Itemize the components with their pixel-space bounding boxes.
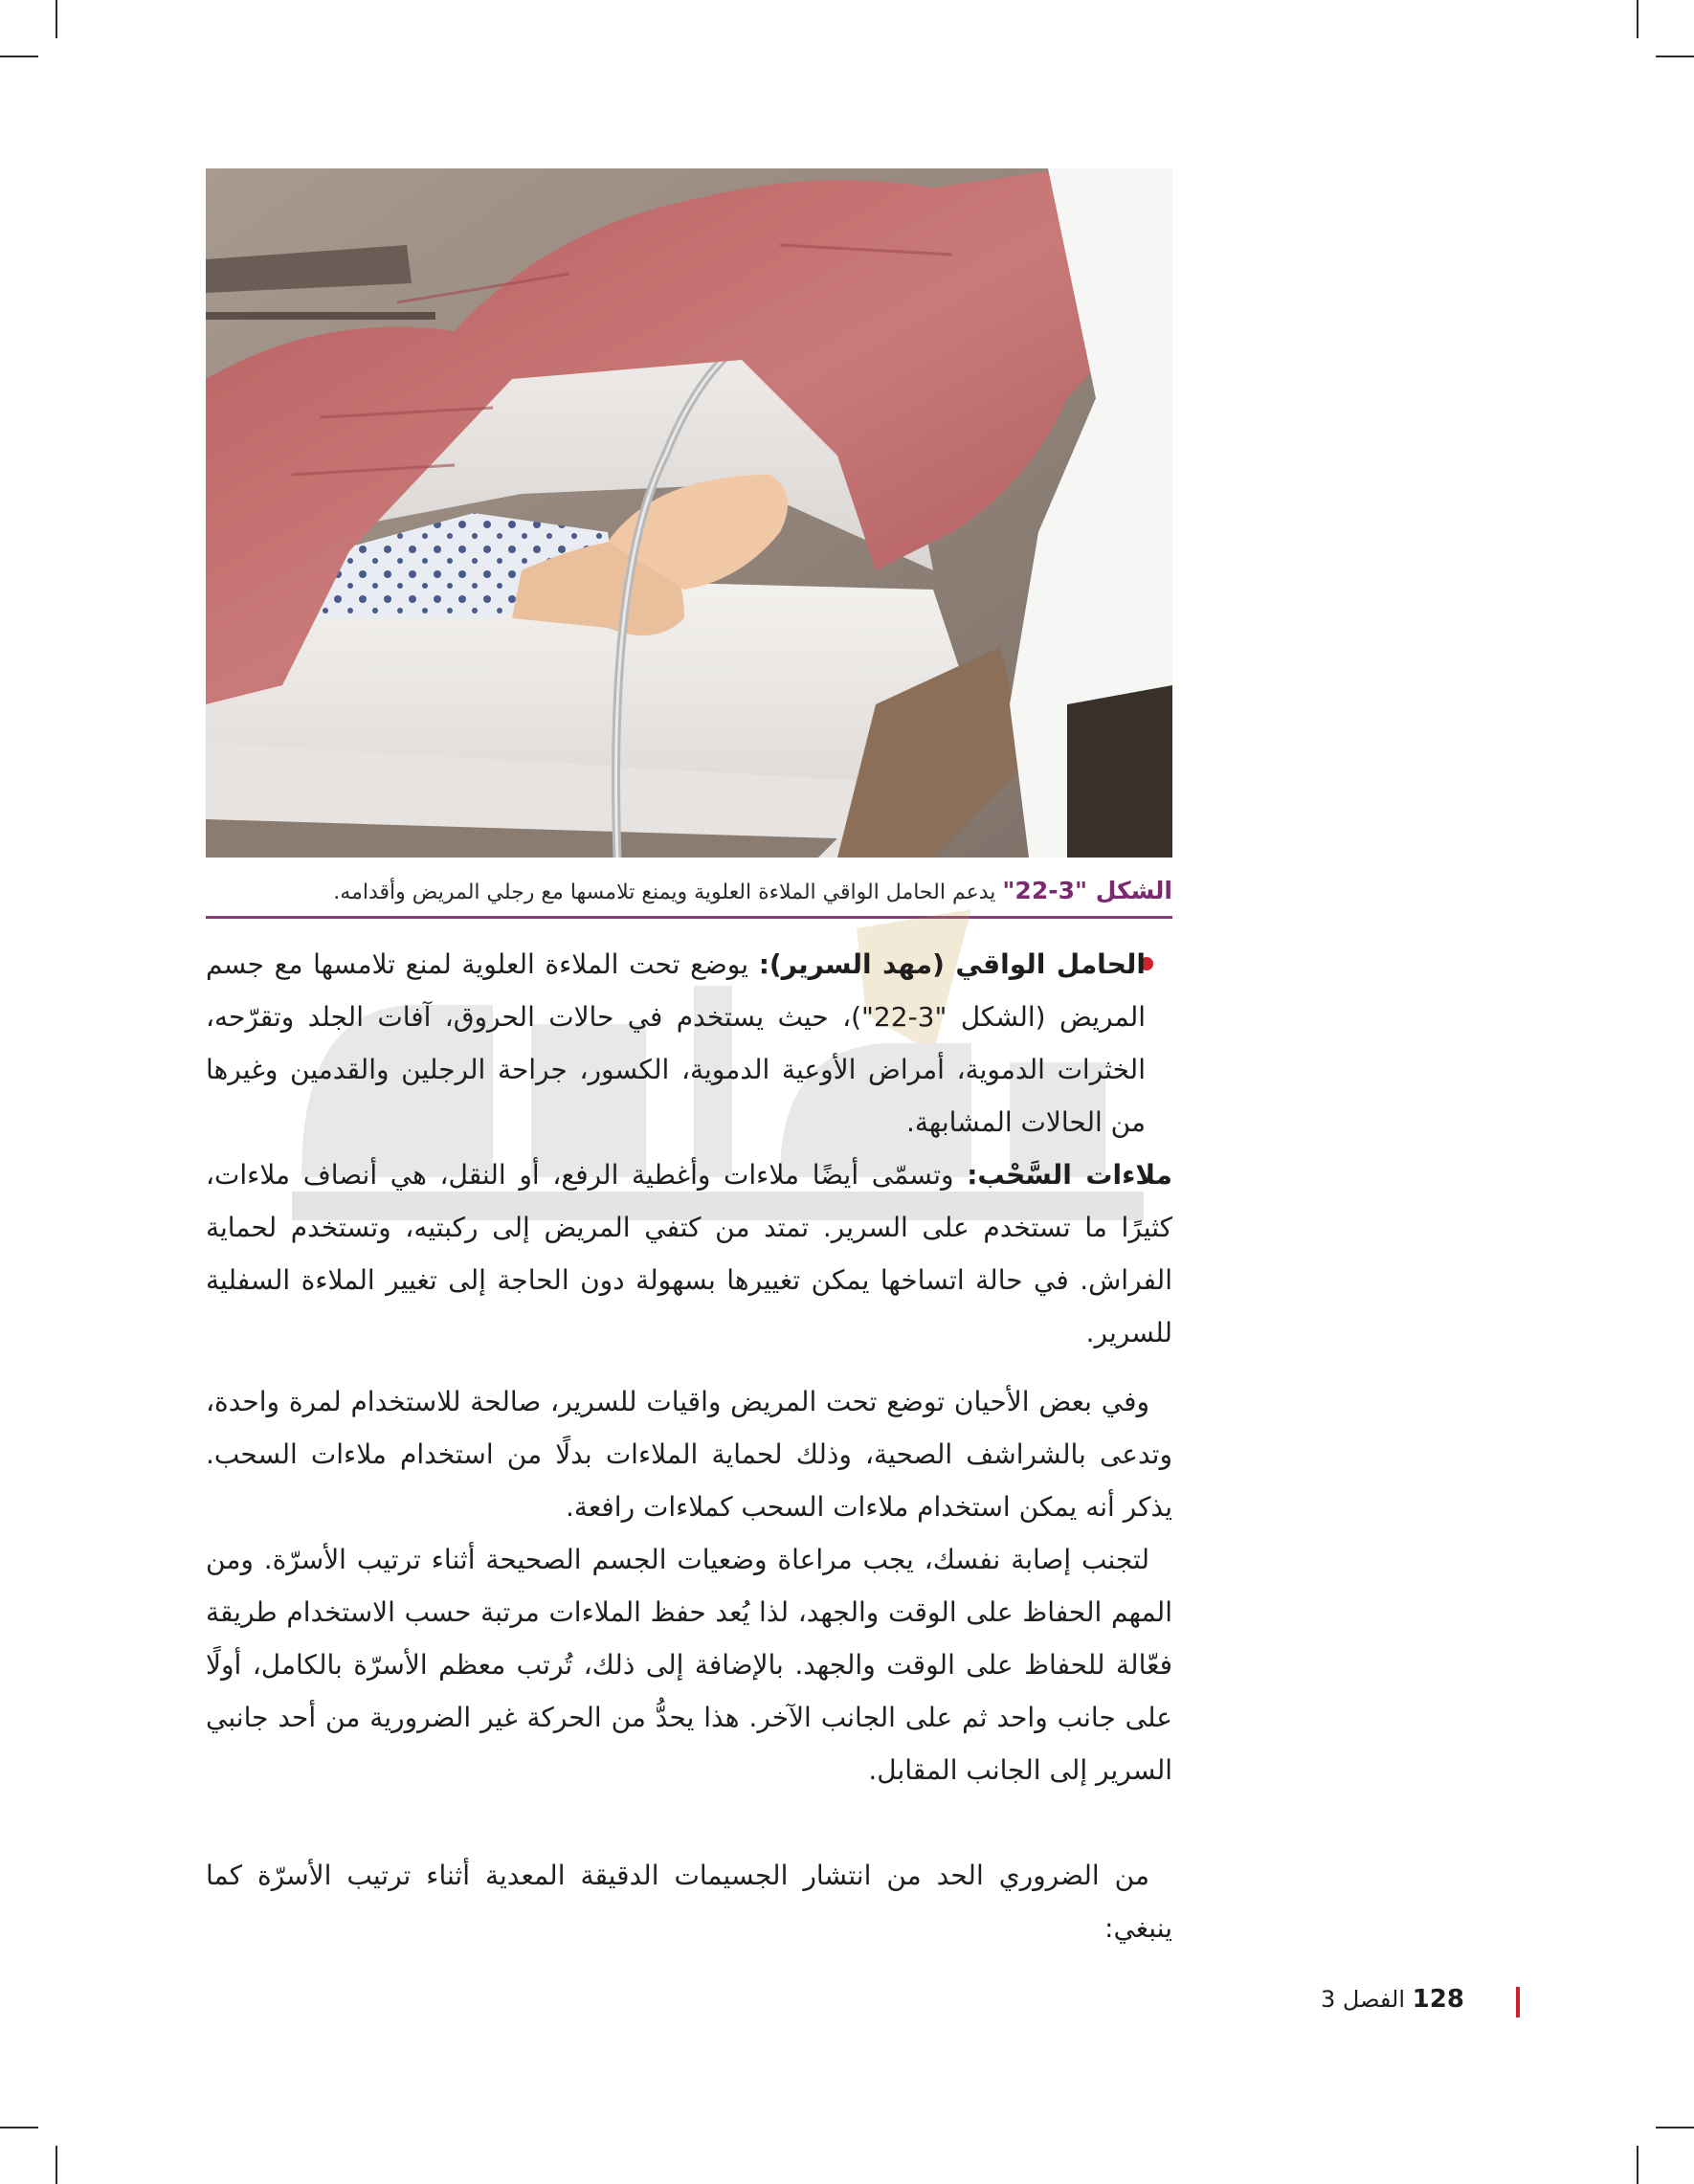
section-bed-cradle-text: يوضع تحت الملاءة العلوية لمنع تلامسها مع جسم المريض (الشكل "3-22")، حيث يستخدم في حالات الحروق، آفات الجلد وتقرّحه، الخثرات الدموية، أمراض الأوعية الدموية، الكسور، جراحة الرجلين والقدمين وغيرها من الحالات المشابهة.	[206, 948, 1147, 1138]
section-draw-sheets	[206, 1148, 1172, 1359]
paragraph-text: وفي بعض الأحيان توضع تحت المريض واقيات للسرير، صالحة للاستخدام لمرة واحدة، وتدعى بالشراشف الصحية، وذلك لحماية الملاءات بدلًا من استخدام ملاءات السحب. يذكر أنه يمكن استخدام ملاءات السحب كملاءات رافعة.	[206, 1386, 1172, 1523]
crop-mark	[1656, 56, 1694, 57]
term-draw-sheets: ملاءات السَّحْب:	[967, 1159, 1172, 1191]
caption-rule	[206, 916, 1172, 919]
crop-mark	[56, 2146, 57, 2184]
footer-accent-bar	[1516, 1987, 1520, 2017]
crop-mark	[1637, 2146, 1638, 2184]
figure-caption	[206, 875, 1172, 909]
paragraph-infection-control	[206, 1849, 1172, 1954]
crop-mark	[0, 56, 38, 57]
page-number: 128	[1412, 1985, 1464, 2014]
paragraph-body-mechanics	[206, 1533, 1172, 1796]
paragraph-text: من الضروري الحد من انتشار الجسيمات الدقيقة المعدية أثناء ترتيب الأسرّة كما ينبغي:	[206, 1860, 1172, 1944]
section-bed-cradle	[206, 938, 1172, 1148]
paragraph-bed-protectors	[206, 1375, 1172, 1533]
crop-mark	[1637, 0, 1638, 38]
crop-mark	[1656, 2127, 1694, 2128]
term-bed-cradle: الحامل الواقي (مهد السرير):	[758, 948, 1146, 980]
figure-label: الشكل "3-22"	[1002, 877, 1172, 904]
paragraph-text: لتجنب إصابة نفسك، يجب مراعاة وضعيات الجسم الصحيحة أثناء ترتيب الأسرّة. ومن المهم الحفاظ على الوقت والجهد، لذا يُعد حفظ الملاءات مرتبة حسب الاستخدام طريقة فعّالة للحفاظ على الوقت والجهد. بالإضافة إلى ذلك، تُرتب معظم الأسرّة بالكامل، أولًا على جانب واحد ثم على الجانب الآخر. هذا يحدُّ من الحركة غير الضرورية من أحد جانبي السرير إلى الجانب المقابل.	[206, 1544, 1172, 1786]
bed-cradle-photo	[206, 168, 1172, 858]
chapter-label: الفصل 3	[1321, 1986, 1406, 2013]
crop-mark	[0, 2127, 38, 2128]
section-draw-sheets-text: وتسمّى أيضًا ملاءات وأغطية الرفع، أو النقل، هي أنصاف ملاءات، كثيرًا ما تستخدم على السرير. تمتد من كتفي المريض إلى ركبتيه، وتستخدم لحماية الفراش. في حالة اتساخها يمكن تغييرها بسهولة دون الحاجة إلى تغيير الملاءة السفلية للسرير.	[206, 1159, 1172, 1348]
figure-caption-text: يدعم الحامل الواقي الملاءة العلوية ويمنع تلامسها مع رجلي المريض وأقدامه.	[333, 880, 996, 904]
page-footer	[1321, 1985, 1464, 2014]
crop-mark	[56, 0, 57, 38]
